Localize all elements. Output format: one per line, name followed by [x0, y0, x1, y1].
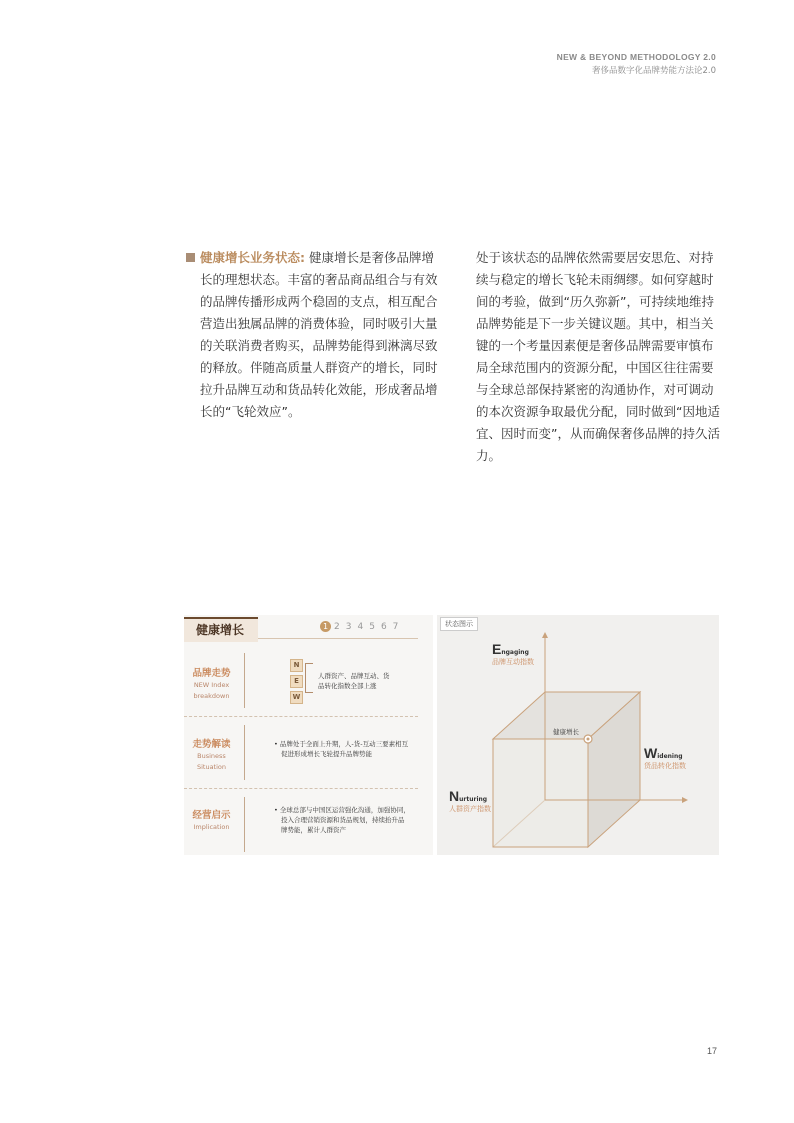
row-sub: Implication — [193, 823, 230, 831]
row-label-implication — [184, 807, 239, 832]
step-2: 2 — [334, 622, 340, 632]
row-separator — [184, 716, 418, 717]
step-1: 1 — [320, 621, 331, 632]
body-right-column: 处于该状态的品牌依然需要居安思危、对持续与稳定的增长飞轮未雨绸缪。如何穿越时间的考验，做到“历久弥新”，可持续地维持品牌势能是下一步关键议题。其中，相当关键的一个考量因素便是奢侈品牌需要审慎布局全球范围内的资源分配，中国区往往需要与全球总部保持紧密的沟通协作，对可调动的本次资源争取最优分配，同时做到“因地适宜、因时而变”，从而确保奢侈品牌的持久活力。 — [476, 250, 720, 463]
point-dot — [587, 738, 590, 741]
body-left-column — [186, 247, 442, 423]
row-divider — [244, 797, 245, 852]
text-line: 人群资产、品牌互动、货 — [318, 672, 390, 680]
letter-e: E — [290, 675, 303, 688]
axis-n-letter: N — [449, 788, 460, 804]
text-line: • 品牌处于全面上升期，人-货-互动三要素相互 — [274, 739, 408, 749]
row-sub: Situation — [196, 763, 227, 771]
new-letters — [290, 659, 303, 707]
figure-right-panel — [437, 615, 719, 855]
square-bullet-icon — [186, 253, 195, 262]
axis-n-label — [449, 788, 491, 814]
divider — [258, 638, 418, 639]
point-label: 健康增长 — [553, 728, 579, 736]
row-label-situation — [184, 736, 239, 772]
letter-w: W — [290, 691, 303, 704]
axis-e-word: ngaging — [501, 649, 529, 656]
axis-e-letter: E — [492, 641, 502, 657]
header-chinese: 奢侈品数字化品牌势能方法论2.0 — [591, 66, 716, 76]
text-line: 投入合理营销资源和货品规划，持续抬升品 — [281, 816, 405, 824]
letter-n: N — [290, 659, 303, 672]
left-first-line: 健康增长是奢侈品牌增长 — [200, 250, 434, 287]
header-english: NEW & BEYOND METHODOLOGY 2.0 — [556, 52, 716, 62]
step-5: 5 — [369, 622, 375, 632]
row-label-trend — [184, 665, 239, 701]
row-divider — [244, 653, 245, 708]
row-text — [318, 671, 390, 691]
row-title: 经营启示 — [192, 810, 231, 821]
step-3: 3 — [345, 622, 352, 632]
row-sub: Business — [197, 752, 226, 760]
axis-w-letter: W — [644, 745, 658, 761]
text-line: 促进形成增长飞轮提升品牌势能 — [281, 750, 372, 758]
step-6: 6 — [380, 622, 387, 632]
step-indicator — [320, 621, 404, 632]
axis-w-cn: 货品转化指数 — [644, 762, 686, 770]
cube-front-face — [493, 739, 588, 847]
text-line: • 全球总部与中国区运营强化沟通，加强协同， — [274, 805, 410, 815]
row-title: 走势解读 — [192, 739, 231, 750]
axis-w-word: idening — [657, 753, 683, 760]
diagram-tag: 状态图示 — [440, 617, 478, 631]
figure-left-panel — [184, 615, 433, 855]
running-header — [557, 52, 716, 76]
axis-n-cn: 人群资产指数 — [449, 805, 491, 813]
step-4: 4 — [357, 622, 364, 632]
step-7: 7 — [392, 622, 399, 632]
row-sub: breakdown — [193, 692, 230, 700]
page-number: 17 — [707, 1046, 718, 1056]
figure-tag: 健康增长 — [184, 617, 258, 642]
row-text — [274, 739, 408, 759]
bracket — [305, 663, 313, 693]
lead-title: 健康增长业务状态: — [200, 250, 305, 265]
axis-e-cn: 品牌互动指数 — [492, 658, 534, 666]
row-separator — [184, 788, 418, 789]
state-figure — [184, 615, 719, 855]
row-sub: NEW Index — [193, 681, 230, 689]
text-line: 牌势能，累计人群资产 — [281, 826, 346, 834]
axis-n-word: urturing — [459, 796, 488, 803]
axis-w-label — [644, 745, 686, 771]
text-line: 品转化指数全部上涨 — [318, 682, 377, 690]
row-divider — [244, 725, 245, 780]
row-title: 品牌走势 — [192, 668, 231, 679]
axis-e-label — [492, 641, 534, 667]
left-paragraph: 的理想状态。丰富的奢品商品组合与有效的品牌传播形成两个稳固的支点，相互配合营造出独属品牌的消费体验，同时吸引大量的关联消费者购买，品牌势能得到淋漓尽致的释放。伴随高质量人群资产的增长，同时拉升品牌互动和货品转化效能，形成奢品增长的“飞轮效应”。 — [200, 272, 438, 419]
row-text — [274, 805, 410, 835]
